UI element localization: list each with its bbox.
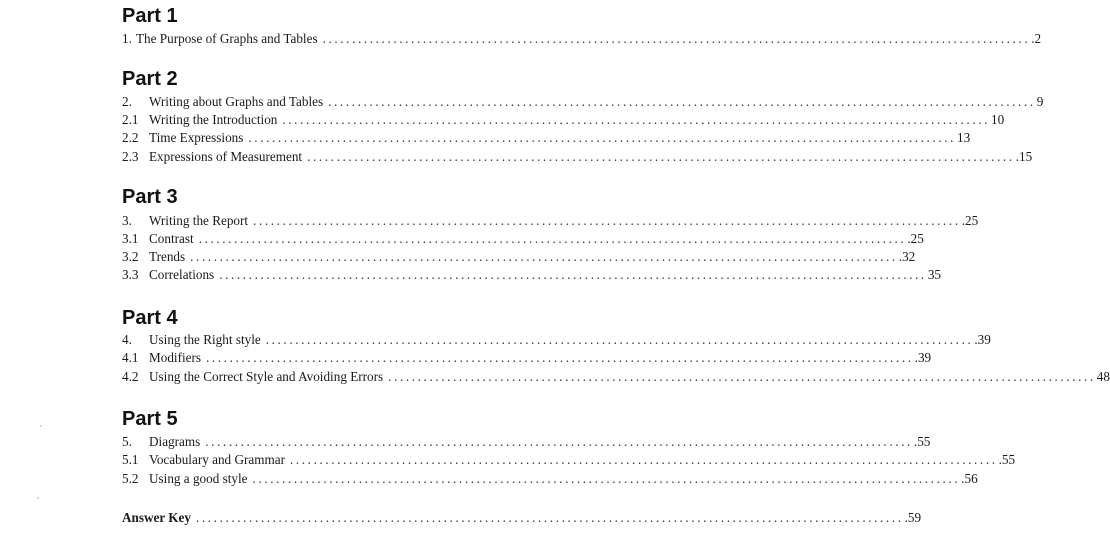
entry-title: Using the Correct Style and Avoiding Errors [149,369,384,384]
toc-entry [122,31,1042,47]
toc-entry [122,112,1005,128]
entry-page: .39 [974,332,991,347]
entry-page: .55 [998,452,1016,467]
part-2-heading: Part 2 [122,68,178,90]
dot-leader: ........................................................................................................................ [190,249,898,264]
entry-page: .55 [913,434,931,449]
dot-leader: ........................................................................................................................ [265,332,974,347]
dot-leader: ........................................................................................................................ [219,267,927,282]
entry-number: 3.1 [122,231,139,246]
answer-key-page: .59 [904,510,922,525]
part-4-heading: Part 4 [122,307,178,329]
entry-page: .25 [907,231,924,246]
entry-number: 3.3 [122,267,139,282]
entry-title: Correlations [149,267,215,282]
entry-title: Writing about Graphs and Tables [149,94,324,109]
toc-entry [122,213,979,229]
part-1-heading: Part 1 [122,5,178,27]
entry-number: 4.2 [122,369,139,384]
entry-number: 5. [122,434,132,449]
entry-number: 2.1 [122,112,139,127]
entry-page: .56 [961,471,978,486]
dot-leader: ........................................................................................................................ [322,31,1031,46]
dot-leader: ........................................................................................................................ [289,452,998,467]
dot-leader: ........................................................................................................................ [206,350,914,365]
entry-number: 4.1 [122,350,139,365]
entry-number: 5.2 [122,471,139,486]
entry-number: 2.3 [122,149,139,164]
answer-key-title: Answer Key [122,510,191,525]
entry-title: Time Expressions [149,130,244,145]
entry-title: Using a good style [149,471,248,486]
entry-page: .2 [1031,31,1042,46]
entry-title: Using the Right style [149,332,261,347]
entry-number: 2. [122,94,132,109]
dot-leader: ........................................................................................................................ [198,231,907,246]
entry-title: Writing the Report [149,213,249,228]
entry-number: 3.2 [122,249,139,264]
dot-leader: ........................................................................................................................ [328,94,1036,109]
toc-entry [122,369,1110,385]
entry-title: Diagrams [149,434,201,449]
entry-title: Modifiers [149,350,202,365]
dot-leader: ........................................................................................................................ [388,369,1096,384]
answer-key-entry [122,510,922,526]
dot-leader: ........................................................................................................................ [253,213,961,228]
entry-page: .39 [914,350,932,365]
dot-leader: ........................................................................................................................ [248,130,957,145]
toc-entry [122,452,1016,468]
entry-page: .32 [898,249,916,264]
toc-entry [122,332,991,348]
dot-leader: ........................................................................................................................ [282,112,991,127]
toc-entry [122,249,916,265]
entry-page: .15 [1015,149,1033,164]
scan-speck [40,425,42,427]
toc-entry [122,471,978,487]
dot-leader: ........................................................................................................................ [205,434,913,449]
entry-page: .25 [961,213,979,228]
entry-title: Trends [149,249,186,264]
entry-title: Vocabulary and Grammar [149,452,285,467]
entry-number: 2.2 [122,130,139,145]
entry-page: 48 [1096,369,1110,384]
toc-entry [122,130,971,146]
entry-title: The Purpose of Graphs and Tables [136,31,318,46]
toc-entry [122,94,1044,110]
entry-number: 4. [122,332,132,347]
toc-entry [122,149,1033,165]
entry-page: 10 [991,112,1005,127]
dot-leader: ........................................................................................................................ [195,510,904,525]
scan-speck [37,497,39,499]
entry-page: 13 [957,130,971,145]
entry-number: 1. [122,31,132,46]
entry-title: Contrast [149,231,194,246]
toc-entry [122,267,942,283]
entry-page: 35 [927,267,942,282]
entry-number: 5.1 [122,452,139,467]
part-5-heading: Part 5 [122,408,178,430]
entry-title: Writing the Introduction [149,112,278,127]
dot-leader: ........................................................................................................................ [252,471,961,486]
toc-entry [122,231,924,247]
entry-number: 3. [122,213,132,228]
entry-title: Expressions of Measurement [149,149,303,164]
part-3-heading: Part 3 [122,186,178,208]
toc-entry [122,350,932,366]
toc-entry [122,434,931,450]
dot-leader: ........................................................................................................................ [307,149,1015,164]
entry-page: 9 [1036,94,1044,109]
